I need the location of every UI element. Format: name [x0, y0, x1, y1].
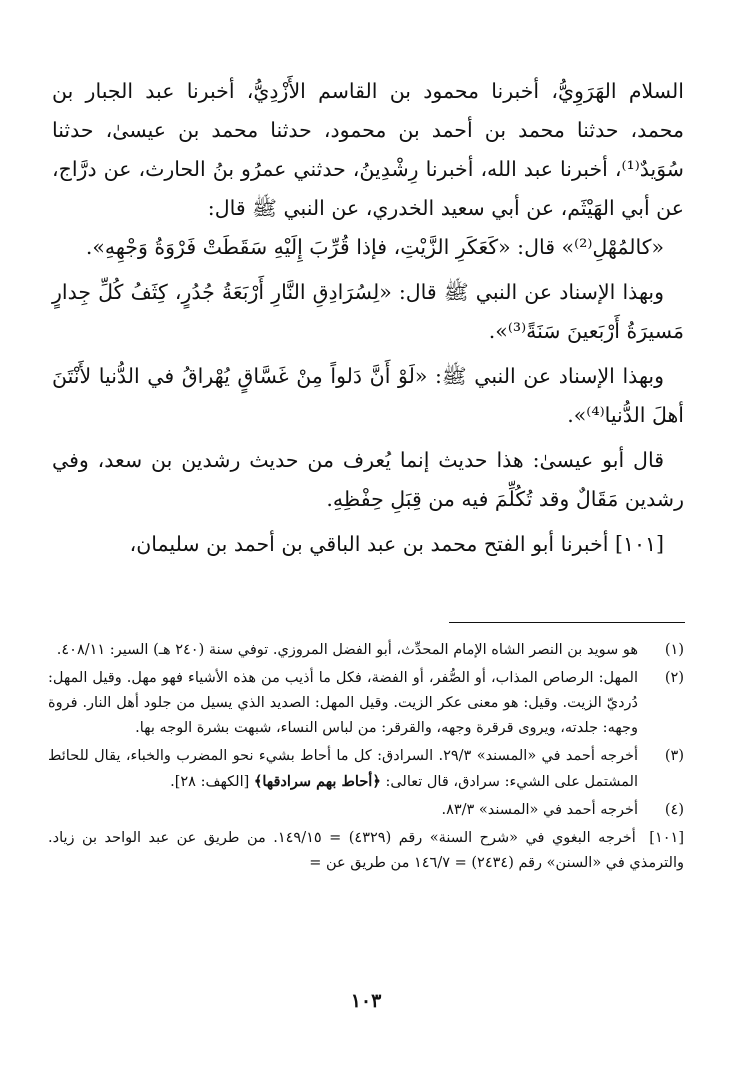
- footnote-number: (٤): [664, 802, 684, 818]
- footnote-text: أخرجه أحمد في «المسند» ٨٣/٣.: [441, 802, 638, 818]
- footnote-4: [48, 798, 684, 823]
- footnote-text: هو سويد بن النصر الشاه الإمام المحدِّث، أبو الفضل المروزي. توفي سنة (٢٤٠ هـ) السير: ٤٠٨/١١.: [56, 642, 638, 658]
- main-text: [52, 72, 684, 564]
- paragraph-abu-isa-comment: قال أبو عيسىٰ: هذا حديث إنما يُعرف من حديث رشدين بن سعد، وفي رشدين مَقَالٌ وقد تُكُلِّمَ فيه من قِبَلِ حِفْظِهِ.: [52, 448, 684, 511]
- paragraph-hadith-101: [١٠١] أخبرنا أبو الفتح محمد بن عبد الباقي بن أحمد بن سليمان،: [129, 532, 664, 556]
- footnote-3: [48, 744, 684, 795]
- footnote-number: (٢): [664, 670, 684, 686]
- paragraph-hadith-muhl: «كالمُهْلِ⁽²⁾» قال: «كَعَكَرِ الزَّيْتِ، فإذا قُرِّبَ إِلَيْهِ سَقَطَتْ فَرْوَةُ وَجْهِهِ».: [85, 235, 664, 259]
- footnote-2: [48, 666, 684, 741]
- footnote-text: [48, 744, 638, 795]
- page-number: ١٠٣: [350, 990, 382, 1012]
- footnote-text-before: أخرجه أحمد في «المسند» ٢٩/٣. السرادق: كل ما أحاط بشيء نحو المضرب والخباء، يقال للحائط المشتمل على الشيء: سرادق، قال تعالى:: [48, 748, 638, 790]
- footnote-number: (٣): [664, 748, 684, 764]
- footnote-text-after: [الكهف: ٢٨].: [170, 774, 254, 790]
- footnote-text: أخرجه البغوي في «شرح السنة» رقم (٤٣٢٩) = ١٤٩/١٥. من طريق عن عبد الواحد بن زياد. والترمذي في «السنن» رقم (٢٤٣٤) = ١٤٦/٧ من طريق عن =: [48, 830, 684, 871]
- footnote-number: [١٠١]: [649, 830, 684, 846]
- paragraph-isnad: السلام الهَرَوِيُّ، أخبرنا محمود بن القاسم الأَزْدِيُّ، أخبرنا عبد الجبار بن محمد، حدثنا محمد بن أحمد بن محمود، حدثنا محمد بن عيسىٰ، حدثنا سُوَيدٌ⁽¹⁾، أخبرنا عبد الله، أخبرنا رِشْدِينُ، حدثني عمرُو بنُ الحارث، عن درَّاج، عن أبي الهَيْثَم، عن أبي سعيد الخدري، عن النبي ﷺ قال:: [52, 79, 684, 220]
- footnote-text: المهل: الرصاص المذاب، أو الصُّفر، أو الفضة، فكل ما أذيب من هذه الأشياء فهو مهل. وقيل المهل: دُرديّ الزيت. وقيل: هو معنى عكر الزيت. وقيل المهل: الصديد الذي يسيل من جلود أهل النار. فروة وجهه: جلدته، ويروى قرقرة وجهه، والقرقر: من لباس النساء، شبهت بشرة الوجه بها.: [48, 670, 638, 736]
- footnotes-section: [48, 638, 684, 876]
- footnote-number: (١): [664, 642, 684, 658]
- paragraph-hadith-ghassaq: وبهذا الإسناد عن النبي ﷺ: «لَوْ أَنَّ دَلواً مِنْ غَسَّاقٍ يُهْراقُ في الدُّنيا لأَنْتَنَ أهلَ الدُّنيا⁽⁴⁾».: [52, 364, 684, 427]
- paragraph-hadith-suradiq: وبهذا الإسناد عن النبي ﷺ قال: «لِسُرَادِقِ النَّارِ أَرْبَعَةُ جُدُرٍ، كِثَفُ كُلِّ جِدارٍ مَسيرَةُ أَرْبَعينَ سَنَةً⁽³⁾».: [52, 280, 684, 343]
- footnote-1: [48, 638, 684, 663]
- footnote-101: [48, 826, 684, 876]
- quran-quote: ﴿أحاط بهم سرادقها﴾: [253, 773, 381, 790]
- footnote-separator: [449, 622, 685, 623]
